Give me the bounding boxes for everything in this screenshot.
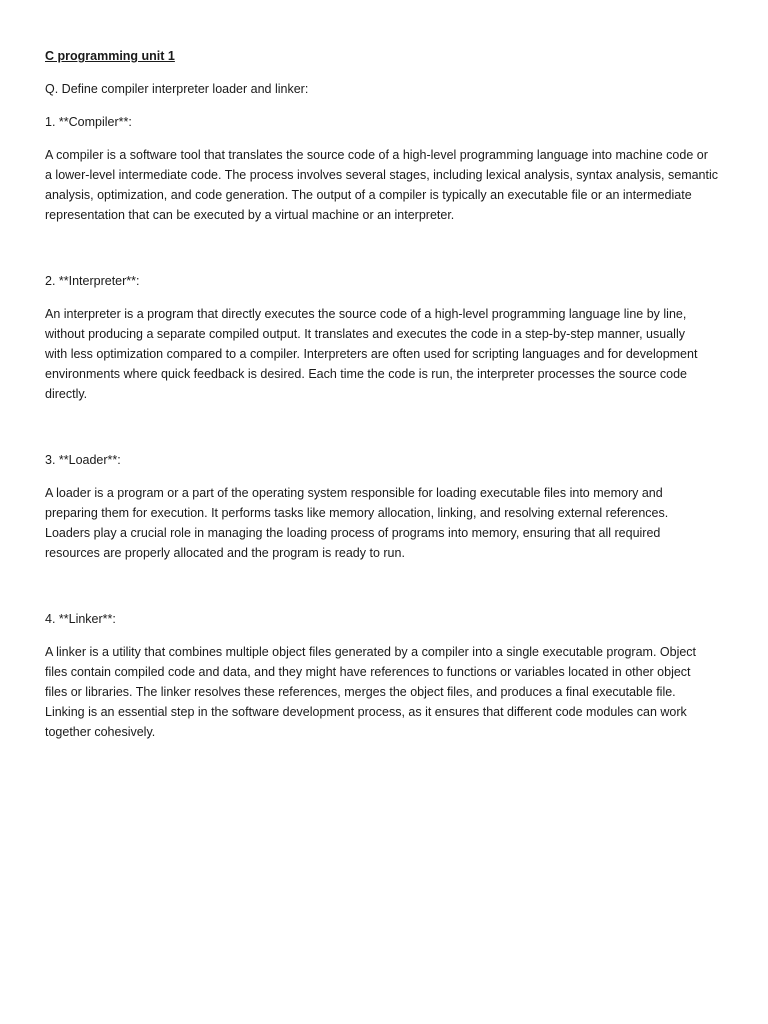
- body-line: resources are properly allocated and the program is ready to run.: [45, 546, 405, 560]
- body-line: environments where quick feedback is desired. Each time the code is run, the interpreter processes the source code: [45, 367, 688, 381]
- body-line: together cohesively.: [45, 725, 156, 739]
- section-heading-linker: 4. **Linker**:: [45, 612, 116, 626]
- section-heading-interpreter: 2. **Interpreter**:: [45, 274, 140, 288]
- section-heading-compiler: 1. **Compiler**:: [45, 115, 132, 129]
- body-line: without producing a separate compiled output. It translates and executes the code in a step-by-step manner, usually: [45, 327, 685, 341]
- body-line: analysis, optimization, and code generation. The output of a compiler is typically an executable file or an intermediate: [45, 188, 692, 202]
- document-title: C programming unit 1: [45, 49, 175, 63]
- body-line: files or libraries. The linker resolves these references, merges the object files, and produces a final executable file.: [45, 685, 676, 699]
- body-line: Linking is an essential step in the software development process, as it ensures that different code modules can work: [45, 705, 687, 719]
- body-line: a lower-level intermediate code. The process involves several stages, including lexical analysis, syntax analysis, semantic: [45, 168, 719, 182]
- document-content: [45, 46, 725, 742]
- body-line: Loaders play a crucial role in managing the loading process of programs into memory, ensuring that all required: [45, 526, 661, 540]
- body-line: A loader is a program or a part of the operating system responsible for loading executable files into memory and: [45, 486, 663, 500]
- body-line: files contain compiled code and data, and they might have references to functions or variables located in other object: [45, 665, 691, 679]
- section-body-loader: [45, 483, 725, 563]
- section-body-linker: [45, 642, 725, 742]
- section-spacer: [45, 404, 725, 450]
- section-body-compiler: [45, 145, 725, 225]
- body-line: An interpreter is a program that directly executes the source code of a high-level programming language line by line,: [45, 307, 687, 321]
- body-line: preparing them for execution. It performs tasks like memory allocation, linking, and resolving external references.: [45, 506, 669, 520]
- section-spacer: [45, 225, 725, 271]
- section-heading-loader: 3. **Loader**:: [45, 453, 121, 467]
- body-line: A linker is a utility that combines multiple object files generated by a compiler into a single executable program. Object: [45, 645, 697, 659]
- body-line: representation that can be executed by a virtual machine or an interpreter.: [45, 208, 455, 222]
- body-line: A compiler is a software tool that translates the source code of a high-level programming language into machine code or: [45, 148, 708, 162]
- question-text: Q. Define compiler interpreter loader and linker:: [45, 82, 309, 96]
- section-spacer: [45, 563, 725, 609]
- body-line: directly.: [45, 387, 88, 401]
- section-body-interpreter: [45, 304, 725, 404]
- body-line: with less optimization compared to a compiler. Interpreters are often used for scripting languages and for development: [45, 347, 698, 361]
